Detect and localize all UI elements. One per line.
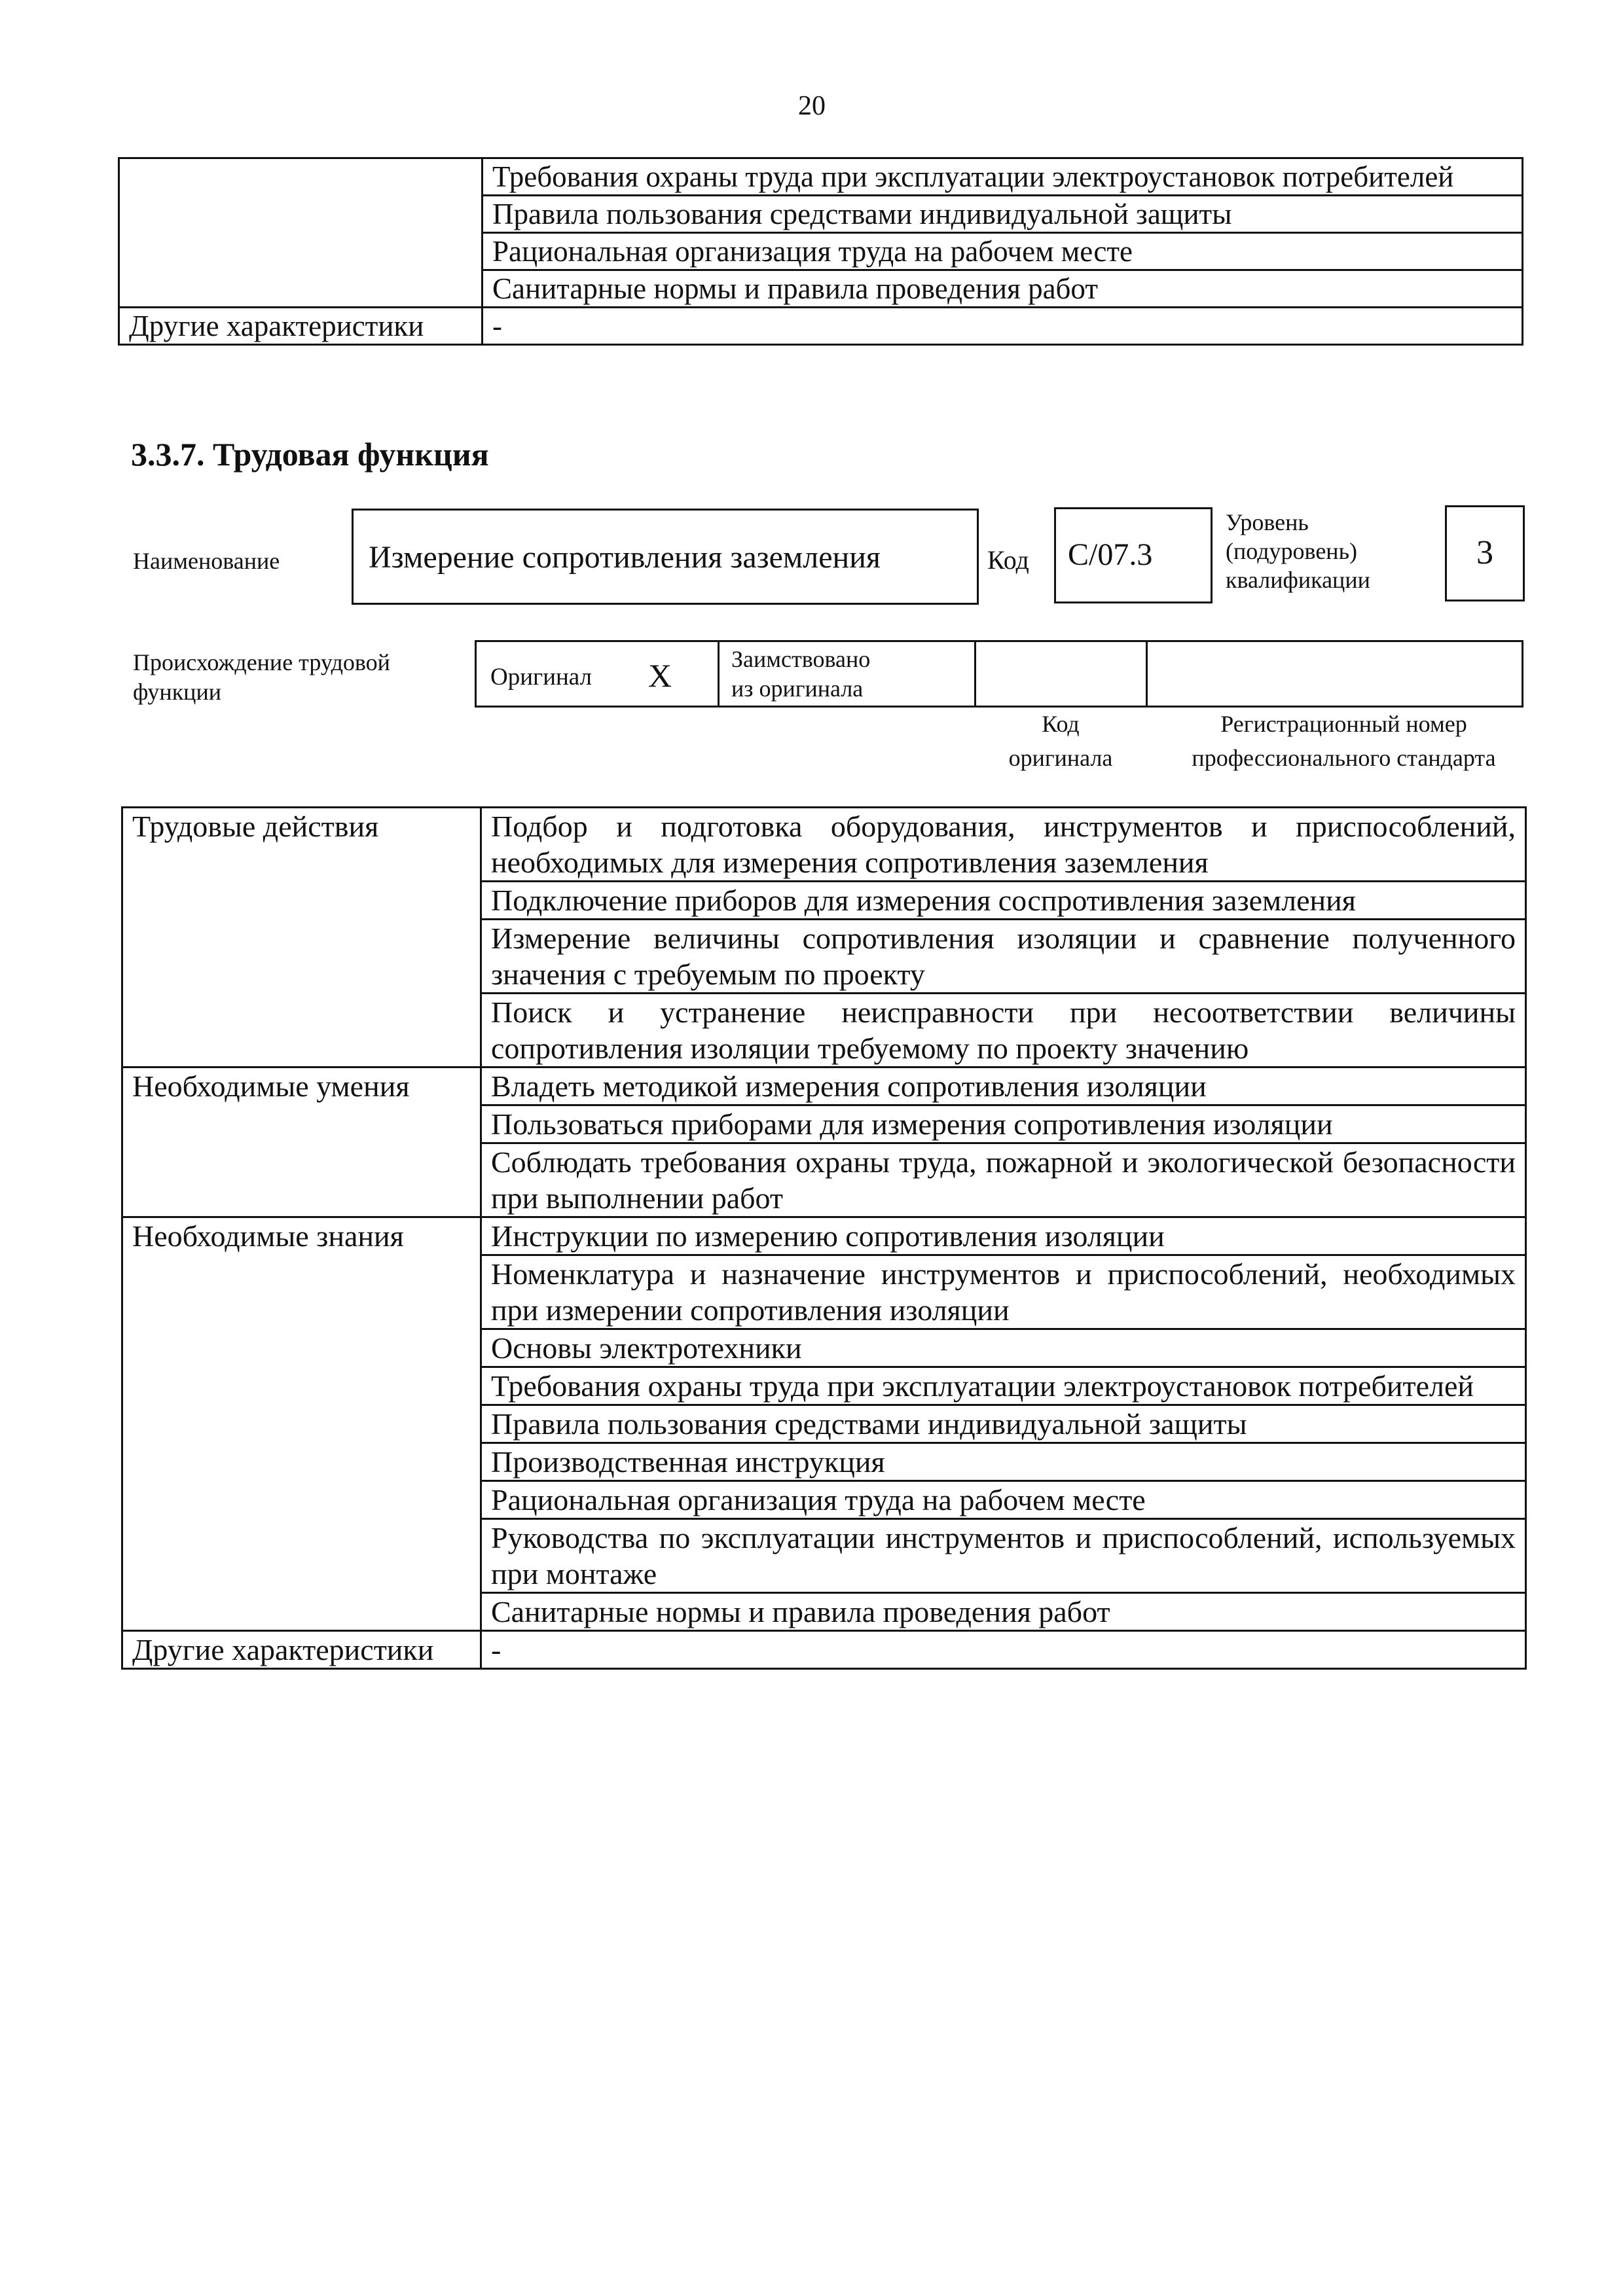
table-row xyxy=(119,308,1523,345)
level-label-line: (подуровень) xyxy=(1226,538,1357,564)
level-value: 3 xyxy=(1476,534,1493,571)
caption-line: Код xyxy=(1042,711,1080,737)
code-value: C/07.3 xyxy=(1068,537,1153,572)
knowledge-item: Инструкции по измерению сопротивления изоляции xyxy=(481,1217,1526,1255)
table-row xyxy=(122,1217,1526,1255)
function-name: Измерение сопротивления заземления xyxy=(369,540,881,575)
origin-label-line: Происхождение трудовой xyxy=(133,649,390,675)
labor-action-item: Подключение приборов для измерения соспротивления заземления xyxy=(481,882,1526,920)
knowledge-item: Правила пользования средствами индивидуальной защиты xyxy=(481,1405,1526,1443)
original-label: Оригинал xyxy=(490,664,593,691)
table-row xyxy=(119,158,1523,196)
labor-actions-label: Трудовые действия xyxy=(122,808,481,1067)
skill-item: Соблюдать требования охраны труда, пожарной и экологической безопасности при выполнении работ xyxy=(481,1143,1526,1217)
knowledge-label: Необходимые знания xyxy=(122,1217,481,1631)
knowledge-item: Требования охраны труда при эксплуатации электроустановок потребителей xyxy=(481,1367,1526,1405)
knowledge-item: Санитарные нормы и правила проведения работ xyxy=(483,270,1523,308)
other-characteristics-label: Другие характеристики xyxy=(119,308,483,345)
knowledge-item: Номенклатура и назначение инструментов и приспособлений, необходимых при измерении сопротивления изоляции xyxy=(481,1255,1526,1329)
level-label-line: квалификации xyxy=(1226,567,1370,593)
name-label: Наименование xyxy=(133,548,280,574)
original-code-cell xyxy=(976,641,1147,707)
labor-action-item: Поиск и устранение неисправности при несоответствии величины сопротивления изоляции требуемому по проекту значению xyxy=(481,994,1526,1067)
borrowed-label-line: из оригинала xyxy=(731,675,864,702)
table-row xyxy=(122,1631,1526,1669)
knowledge-item: Рациональная организация труда на рабочем месте xyxy=(481,1481,1526,1519)
section-heading: 3.3.7. Трудовая функция xyxy=(131,436,489,473)
borrowed-label-line: Заимствовано xyxy=(731,646,871,672)
knowledge-item: Санитарные нормы и правила проведения работ xyxy=(481,1593,1526,1631)
skill-item: Пользоваться приборами для измерения сопротивления изоляции xyxy=(481,1105,1526,1143)
skill-item: Владеть методикой измерения сопротивления изоляции xyxy=(481,1067,1526,1105)
level-label xyxy=(1226,508,1370,594)
original-code-caption xyxy=(992,707,1129,775)
origin-label-line: функции xyxy=(133,679,221,705)
origin-table xyxy=(475,640,1523,708)
caption-line: Регистрационный номер xyxy=(1220,711,1467,737)
table-row xyxy=(476,641,1523,707)
table-row xyxy=(122,808,1526,882)
table-row xyxy=(122,1067,1526,1105)
knowledge-item: Основы электротехники xyxy=(481,1329,1526,1367)
continued-knowledge-table xyxy=(118,157,1523,346)
original-mark: X xyxy=(648,657,672,694)
labor-function-table xyxy=(121,806,1527,1670)
knowledge-item: Руководства по эксплуатации инструментов и приспособлений, используемых при монтаже xyxy=(481,1519,1526,1593)
page-number: 20 xyxy=(798,91,826,121)
origin-label xyxy=(133,648,390,707)
labor-action-item: Подбор и подготовка оборудования, инструментов и приспособлений, необходимых для измерения сопротивления заземления xyxy=(481,808,1526,882)
labor-action-item: Измерение величины сопротивления изоляции и сравнение полученного значения с требуемым по проекту xyxy=(481,920,1526,994)
other-characteristics-label: Другие характеристики xyxy=(122,1631,481,1669)
reg-number-caption xyxy=(1159,707,1529,775)
knowledge-item: Производственная инструкция xyxy=(481,1443,1526,1481)
borrowed-label xyxy=(731,645,870,704)
reg-number-cell xyxy=(1147,641,1523,707)
skills-label: Необходимые умения xyxy=(122,1067,481,1217)
knowledge-item: Правила пользования средствами индивидуальной защиты xyxy=(483,196,1523,233)
knowledge-item: Рациональная организация труда на рабочем месте xyxy=(483,233,1523,270)
other-characteristics-value: - xyxy=(483,308,1523,345)
other-characteristics-value: - xyxy=(481,1631,1526,1669)
code-label: Код xyxy=(987,545,1029,575)
knowledge-item: Требования охраны труда при эксплуатации электроустановок потребителей xyxy=(483,158,1523,196)
empty-label-cell xyxy=(119,158,483,308)
caption-line: профессионального стандарта xyxy=(1192,745,1496,771)
caption-line: оригинала xyxy=(1008,745,1113,771)
level-label-line: Уровень xyxy=(1226,509,1309,535)
